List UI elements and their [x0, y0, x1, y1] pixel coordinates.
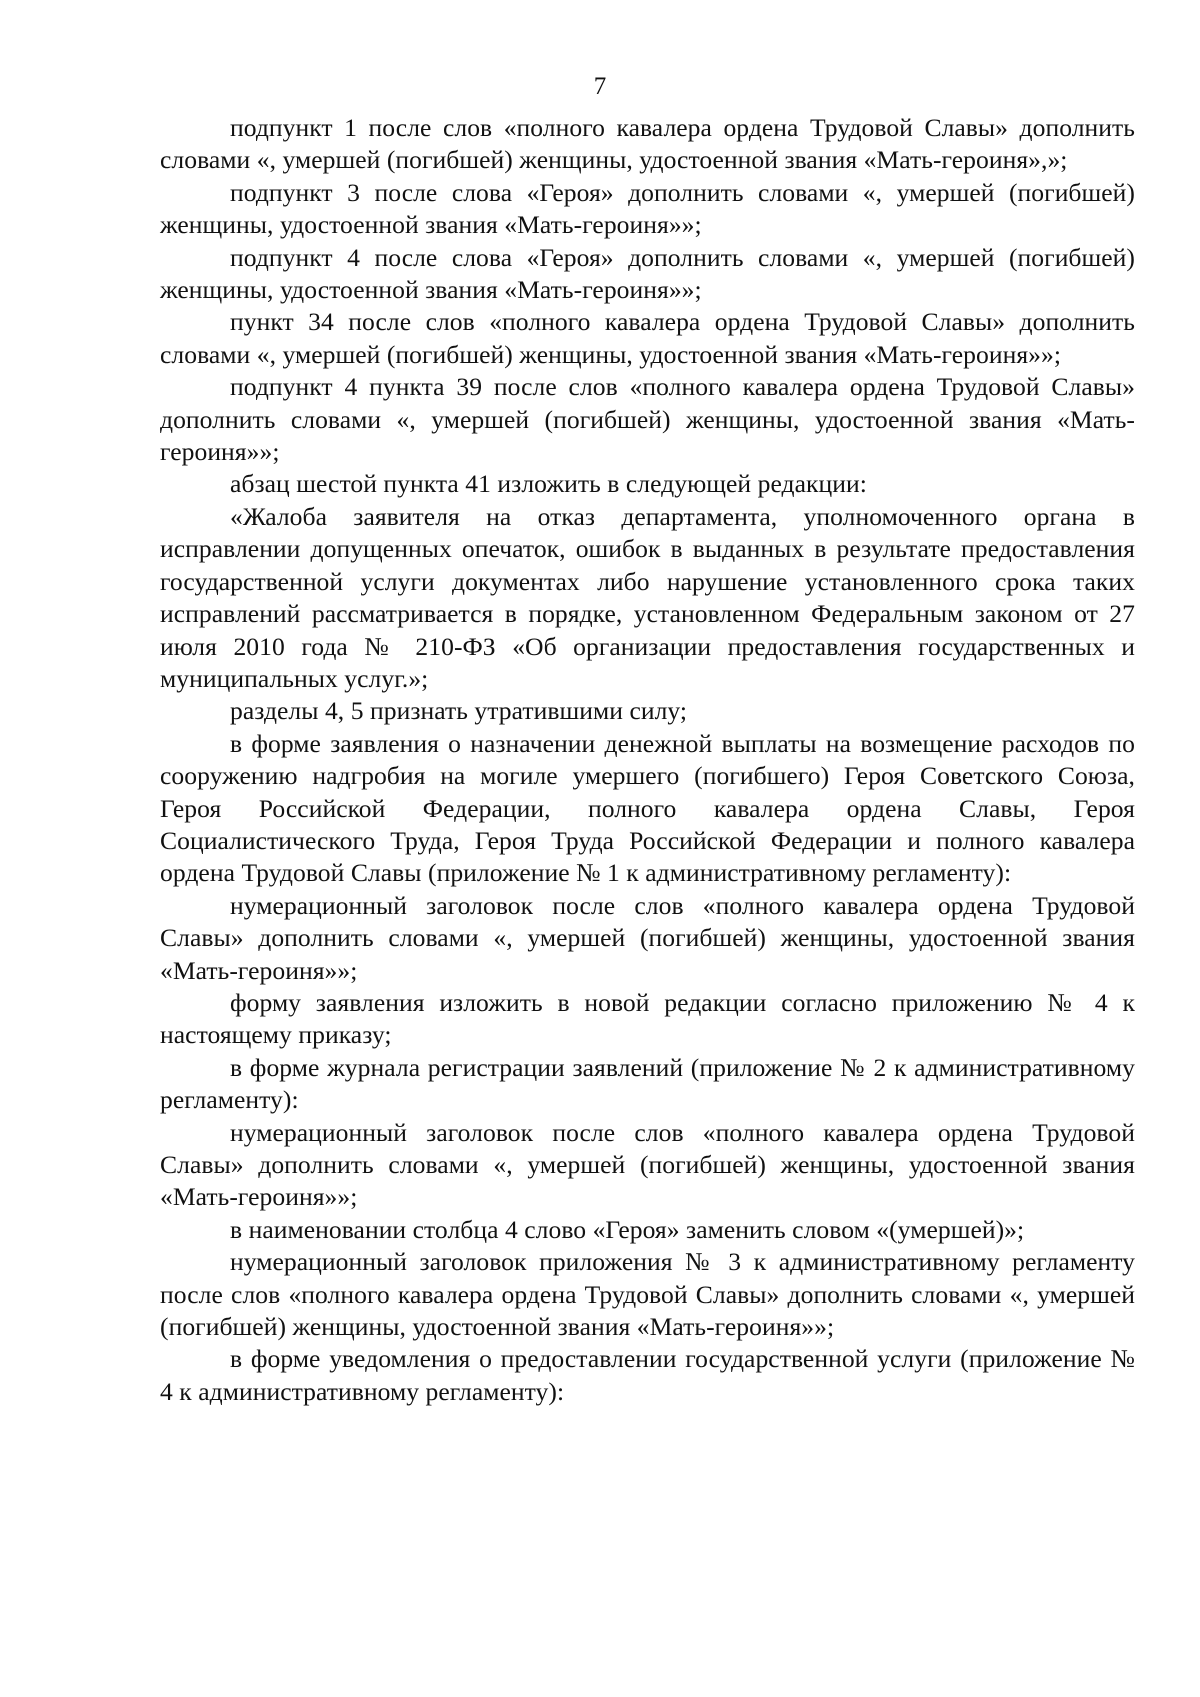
page-number: 7: [593, 73, 607, 100]
paragraph: нумерационный заголовок после слов «полного кавалера ордена Трудовой Славы» дополнить словами «, умершей (погибшей) женщины, удостоенной звания «Мать-героиня»»;: [160, 1117, 1135, 1212]
paragraph: в форме журнала регистрации заявлений (приложение № 2 к административному регламенту):: [160, 1052, 1135, 1115]
paragraph: подпункт 4 после слова «Героя» дополнить словами «, умершей (погибшей) женщины, удостоенной звания «Мать-героиня»»;: [160, 242, 1135, 305]
paragraph: нумерационный заголовок после слов «полного кавалера ордена Трудовой Славы» дополнить словами «, умершей (погибшей) женщины, удостоенной звания «Мать-героиня»»;: [160, 890, 1135, 985]
paragraph: «Жалоба заявителя на отказ департамента, уполномоченного органа в исправлении допущенных опечаток, ошибок в выданных в результате предоставления государственной услуги документах либо нарушение установленного срока таких исправлений рассматривается в порядке, установленном Федеральным законом от 27 июля 2010 года № 210-ФЗ «Об организации предоставления государственных и муниципальных услуг.»;: [160, 501, 1135, 693]
paragraph: в форме уведомления о предоставлении государственной услуги (приложение № 4 к административному регламенту):: [160, 1344, 1135, 1406]
paragraph: нумерационный заголовок приложения № 3 к административному регламенту после слов «полного кавалера ордена Трудовой Славы» дополнить словами «, умершей (погибшей) женщины, удостоенной звания «Мать-героиня»»;: [160, 1247, 1135, 1342]
paragraph: форму заявления изложить в новой редакции согласно приложению № 4 к настоящему приказу;: [160, 987, 1135, 1050]
paragraph: в наименовании столбца 4 слово «Героя» заменить словом «(умершей)»;: [230, 1214, 1025, 1244]
paragraph: подпункт 3 после слова «Героя» дополнить словами «, умершей (погибшей) женщины, удостоенной звания «Мать-героиня»»;: [160, 177, 1135, 240]
paragraph: пункт 34 после слов «полного кавалера ордена Трудовой Славы» дополнить словами «, умершей (погибшей) женщины, удостоенной звания «Мать-героиня»»;: [160, 307, 1135, 369]
paragraph: в форме заявления о назначении денежной выплаты на возмещение расходов по сооружению надгробия на могиле умершего (погибшего) Героя Советского Союза, Героя Российской Федерации, полного кавалера ордена Славы, Героя Социалистического Труда, Героя Труда Российской Федерации и полного кавалера ордена Трудовой Славы (приложение № 1 к административному регламенту):: [160, 728, 1135, 888]
paragraph: абзац шестой пункта 41 изложить в следующей редакции:: [230, 469, 867, 499]
document-body: [160, 112, 1135, 1408]
paragraph: разделы 4, 5 признать утратившими силу;: [230, 696, 688, 726]
paragraph: подпункт 1 после слов «полного кавалера ордена Трудовой Славы» дополнить словами «, умершей (погибшей) женщины, удостоенной звания «Мать-героиня»,»;: [160, 113, 1135, 175]
paragraph: подпункт 4 пункта 39 после слов «полного кавалера ордена Трудовой Славы» дополнить словами «, умершей (погибшей) женщины, удостоенной звания «Мать-героиня»»;: [160, 372, 1135, 467]
